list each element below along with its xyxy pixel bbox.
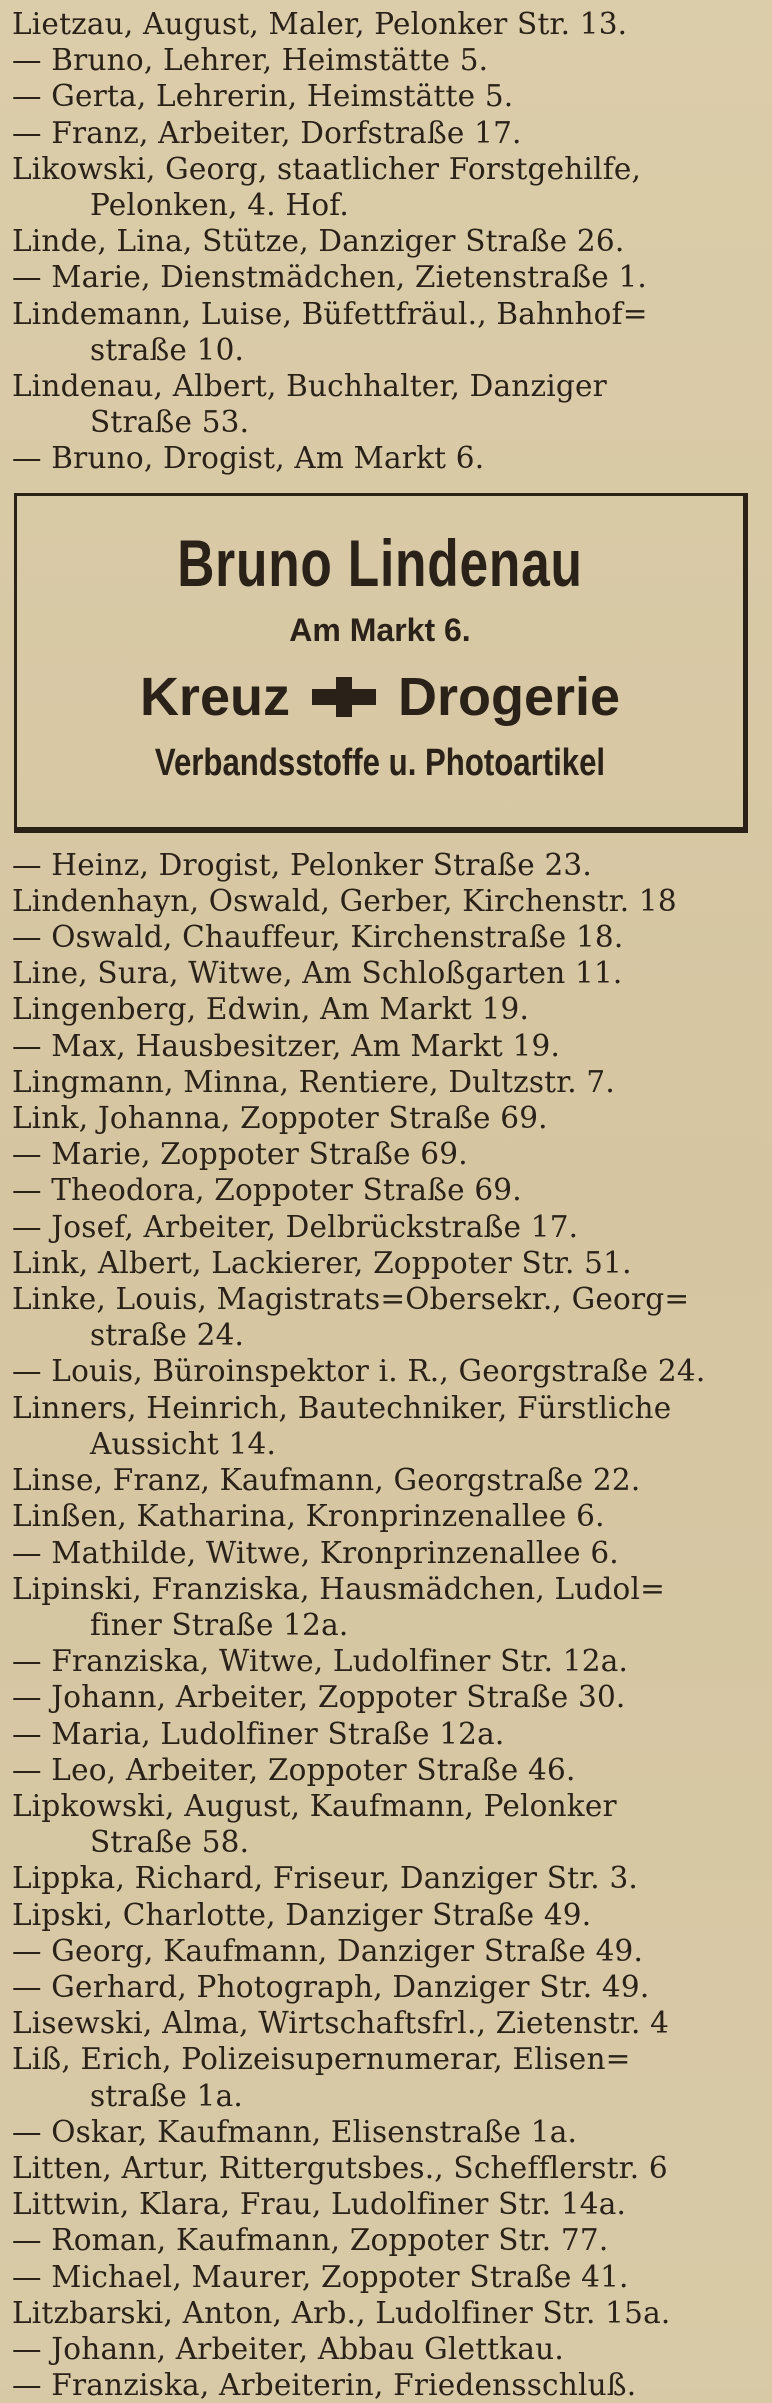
ad-shop-line	[17, 662, 743, 732]
ad-shop-right: Drogerie	[397, 666, 621, 727]
directory-entry	[12, 2186, 754, 2222]
directory-entry	[12, 2295, 754, 2331]
directory-entry	[12, 2222, 754, 2258]
directory-entry	[12, 1860, 754, 1896]
directory-entry	[12, 1498, 754, 1534]
directory-entry	[12, 151, 754, 223]
ad-business-name: Bruno Lindenau	[177, 525, 583, 600]
entry-text: — Josef, Arbeiter, Delbrückstraße 17.	[12, 1209, 579, 1244]
directory-entry	[12, 1969, 754, 2005]
entry-continuation: Straße 58.	[90, 1825, 250, 1860]
entry-text: — Bruno, Drogist, Am Markt 6.	[12, 441, 485, 476]
entry-continuation: Straße 53.	[90, 405, 250, 440]
directory-entry	[12, 1897, 754, 1933]
entry-continuation: Pelonken, 4. Hof.	[90, 188, 349, 223]
advertisement-box	[14, 493, 748, 833]
entry-text: Lipinski, Franziska, Hausmädchen, Ludol=	[12, 1571, 666, 1606]
directory-entry	[12, 1353, 754, 1389]
entry-text: Link, Johanna, Zoppoter Straße 69.	[12, 1101, 548, 1136]
directory-entry	[12, 42, 754, 78]
directory-entry	[12, 296, 754, 368]
directory-entry	[12, 1245, 754, 1281]
directory-entry	[12, 1788, 754, 1860]
directory-entry	[12, 223, 754, 259]
entry-text: Lingenberg, Edwin, Am Markt 19.	[12, 992, 530, 1027]
entry-text: — Gerhard, Photograph, Danziger Str. 49.	[12, 1969, 650, 2004]
entry-text: — Georg, Kaufmann, Danziger Straße 49.	[12, 1933, 644, 1968]
entry-text: — Theodora, Zoppoter Straße 69.	[12, 1173, 522, 1208]
directory-entry	[12, 1716, 754, 1752]
directory-entry	[12, 1028, 754, 1064]
directory-entry	[12, 78, 754, 114]
entry-text: — Roman, Kaufmann, Zoppoter Str. 77.	[12, 2223, 609, 2258]
directory-entry	[12, 1679, 754, 1715]
entry-text: Linse, Franz, Kaufmann, Georgstraße 22.	[12, 1463, 641, 1498]
entry-text: — Franziska, Witwe, Ludolfiner Str. 12a.	[12, 1644, 629, 1679]
entry-text: — Marie, Dienstmädchen, Zietenstraße 1.	[12, 260, 648, 295]
entry-text: — Leo, Arbeiter, Zoppoter Straße 46.	[12, 1752, 576, 1787]
directory-entry	[12, 1933, 754, 1969]
entry-text: Lingmann, Minna, Rentiere, Dultzstr. 7.	[12, 1064, 615, 1099]
entry-text: — Heinz, Drogist, Pelonker Straße 23.	[12, 847, 592, 882]
entry-continuation: Aussicht 14.	[90, 1426, 277, 1461]
directory-entry	[12, 1209, 754, 1245]
directory-entry	[12, 1100, 754, 1136]
directory-entry	[12, 991, 754, 1027]
directory-entry	[12, 1462, 754, 1498]
directory-entry	[12, 1390, 754, 1462]
directory-entry	[12, 2005, 754, 2041]
ad-tagline: Verbandsstoffe u. Photoartikel	[154, 741, 606, 784]
entry-text: — Johann, Arbeiter, Abbau Glettkau.	[12, 2331, 564, 2366]
entry-text: Link, Albert, Lackierer, Zoppoter Str. 51.	[12, 1245, 632, 1280]
ad-shop-left: Kreuz	[139, 666, 290, 727]
directory-entry	[12, 2259, 754, 2295]
directory-entry	[12, 883, 754, 919]
entry-text: Lisewski, Alma, Wirtschaftsfrl., Zietenstr. 4	[12, 2006, 670, 2041]
entry-text: — Gerta, Lehrerin, Heimstätte 5.	[12, 79, 514, 114]
entry-continuation: finer Straße 12a.	[90, 1607, 349, 1642]
directory-entry	[12, 115, 754, 151]
entry-text: — Oswald, Chauffeur, Kirchenstraße 18.	[12, 920, 624, 955]
entry-text: Line, Sura, Witwe, Am Schloßgarten 11.	[12, 956, 623, 991]
directory-entry	[12, 1136, 754, 1172]
entry-text: Lippka, Richard, Friseur, Danziger Str. 3.	[12, 1861, 638, 1896]
directory-entry	[12, 440, 754, 476]
directory-entry	[12, 2331, 754, 2367]
entry-text: — Bruno, Lehrer, Heimstätte 5.	[12, 43, 489, 78]
entry-text: — Louis, Büroinspektor i. R., Georgstraße 24.	[12, 1354, 706, 1389]
entry-continuation: straße 24.	[90, 1318, 245, 1353]
entry-text: — Michael, Maurer, Zoppoter Straße 41.	[12, 2259, 629, 2294]
entry-text: Litten, Artur, Rittergutsbes., Schefflerstr. 6	[12, 2150, 668, 2185]
directory-entry	[12, 259, 754, 295]
entry-text: Lipkowski, August, Kaufmann, Pelonker	[12, 1788, 617, 1823]
directory-entry	[12, 1643, 754, 1679]
directory-entry	[12, 2114, 754, 2150]
entry-text: Likowski, Georg, staatlicher Forstgehilfe,	[12, 151, 642, 186]
directory-entry	[12, 955, 754, 991]
entry-text: Lindemann, Luise, Büfettfräul., Bahnhof=	[12, 296, 648, 331]
directory-entry	[12, 6, 754, 42]
entry-text: — Franziska, Arbeiterin, Friedensschluß.	[12, 2368, 637, 2403]
entry-continuation: straße 10.	[90, 332, 245, 367]
directory-entry	[12, 1571, 754, 1643]
entry-text: Lietzau, August, Maler, Pelonker Str. 13.	[12, 7, 628, 41]
entry-text: — Max, Hausbesitzer, Am Markt 19.	[12, 1028, 561, 1063]
entry-text: Lindenau, Albert, Buchhalter, Danziger	[12, 369, 607, 404]
directory-list-top	[12, 6, 754, 477]
directory-entry	[12, 2150, 754, 2186]
entry-text: Linde, Lina, Stütze, Danziger Straße 26.	[12, 224, 625, 259]
cross-icon	[312, 677, 376, 717]
entry-text: Lipski, Charlotte, Danziger Straße 49.	[12, 1897, 592, 1932]
directory-entry	[12, 919, 754, 955]
directory-entry	[12, 368, 754, 440]
entry-text: Liß, Erich, Polizeisupernumerar, Elisen=	[12, 2042, 631, 2077]
entry-text: — Mathilde, Witwe, Kronprinzenallee 6.	[12, 1535, 619, 1570]
entry-text: — Johann, Arbeiter, Zoppoter Straße 30.	[12, 1680, 626, 1715]
entry-text: Linners, Heinrich, Bautechniker, Fürstliche	[12, 1390, 672, 1425]
entry-text: — Oskar, Kaufmann, Elisenstraße 1a.	[12, 2114, 578, 2149]
directory-entry	[12, 1172, 754, 1208]
ad-address: Am Markt 6.	[289, 611, 471, 648]
entry-text: Lindenhayn, Oswald, Gerber, Kirchenstr. 18	[12, 883, 677, 918]
entry-text: Linßen, Katharina, Kronprinzenallee 6.	[12, 1499, 605, 1534]
directory-entry	[12, 2367, 754, 2403]
entry-text: Litzbarski, Anton, Arb., Ludolfiner Str. 15a.	[12, 2295, 671, 2330]
directory-list-bottom	[12, 847, 754, 2403]
entry-text: — Franz, Arbeiter, Dorfstraße 17.	[12, 115, 522, 150]
entry-text: — Maria, Ludolfiner Straße 12a.	[12, 1716, 505, 1751]
directory-entry	[12, 1752, 754, 1788]
directory-entry	[12, 2041, 754, 2113]
entry-text: Linke, Louis, Magistrats=Obersekr., Georg=	[12, 1282, 690, 1317]
entry-continuation: straße 1a.	[90, 2078, 243, 2113]
entry-text: — Marie, Zoppoter Straße 69.	[12, 1137, 468, 1172]
directory-entry	[12, 1535, 754, 1571]
directory-entry	[12, 847, 754, 883]
directory-entry	[12, 1281, 754, 1353]
directory-entry	[12, 1064, 754, 1100]
entry-text: Littwin, Klara, Frau, Ludolfiner Str. 14a.	[12, 2187, 627, 2222]
